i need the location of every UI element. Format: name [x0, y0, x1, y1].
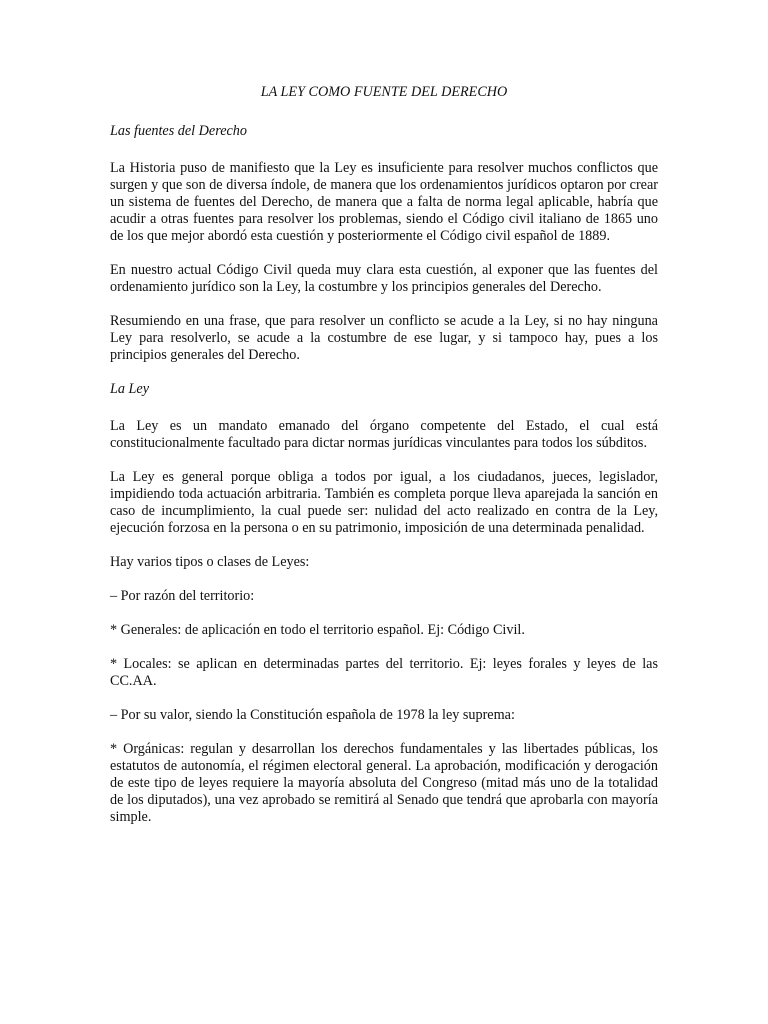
paragraph-codigo-civil: En nuestro actual Código Civil queda muy clara esta cuestión, al exponer que las fuentes del ordenamiento jurídico son la Ley, la costumbre y los principios generales del Derecho. [110, 262, 658, 295]
paragraph-tipos-leyes: Hay varios tipos o clases de Leyes: [110, 554, 310, 570]
list-item-organicas: * Orgánicas: regulan y desarrollan los derechos fundamentales y las libertades públicas, los estatutos de autonomía, el régimen electoral general. La aprobación, modificación y derogación de este tipo de leyes requiere la mayoría absoluta del Congreso (mitad más uno de la totalidad de los diputados), una vez aprobado se remitirá al Senado que tendrá que aprobarla con mayoría simple. [110, 741, 658, 825]
list-item-territorio: – Por razón del territorio: [110, 588, 255, 604]
paragraph-resumen: Resumiendo en una frase, que para resolver un conflicto se acude a la Ley, si no hay ninguna Ley para resolverlo, se acude a la costumbre de ese lugar, y si tampoco hay, pues a los principios generales del Derecho. [110, 313, 658, 363]
paragraph-historia: La Historia puso de manifiesto que la Ley es insuficiente para resolver muchos conflictos que surgen y que son de diversa índole, de manera que los ordenamientos jurídicos optaron por crear un sistema de fuentes del Derecho, de manera que a falta de norma legal aplicable, habría que acudir a otras fuentes para resolver los problemas, siendo el Código civil italiano de 1865 uno de los que mejor abordó esta cuestión y posteriormente el Código civil español de 1889. [110, 160, 658, 244]
document-title: LA LEY COMO FUENTE DEL DERECHO [260, 84, 508, 100]
section-heading-fuentes: Las fuentes del Derecho [110, 123, 247, 139]
paragraph-definicion-ley: La Ley es un mandato emanado del órgano competente del Estado, el cual está constitucionalmente facultado para dictar normas jurídicas vinculantes para todos los súbditos. [110, 418, 658, 451]
paragraph-ley-general: La Ley es general porque obliga a todos por igual, a los ciudadanos, jueces, legislador, impidiendo toda actuación arbitraria. También es completa porque lleva aparejada la sanción en caso de incumplimiento, la cual puede ser: nulidad del acto realizado en contra de la Ley, ejecución forzosa en la persona o en su patrimonio, imposición de una determinada penalidad. [110, 469, 658, 536]
list-item-generales: * Generales: de aplicación en todo el territorio español. Ej: Código Civil. [110, 622, 525, 638]
list-item-locales: * Locales: se aplican en determinadas partes del territorio. Ej: leyes forales y leyes de las CC.AA. [110, 656, 658, 689]
document-body [110, 84, 658, 843]
section-heading-ley: La Ley [110, 381, 150, 397]
list-item-valor: – Por su valor, siendo la Constitución española de 1978 la ley suprema: [110, 707, 515, 723]
